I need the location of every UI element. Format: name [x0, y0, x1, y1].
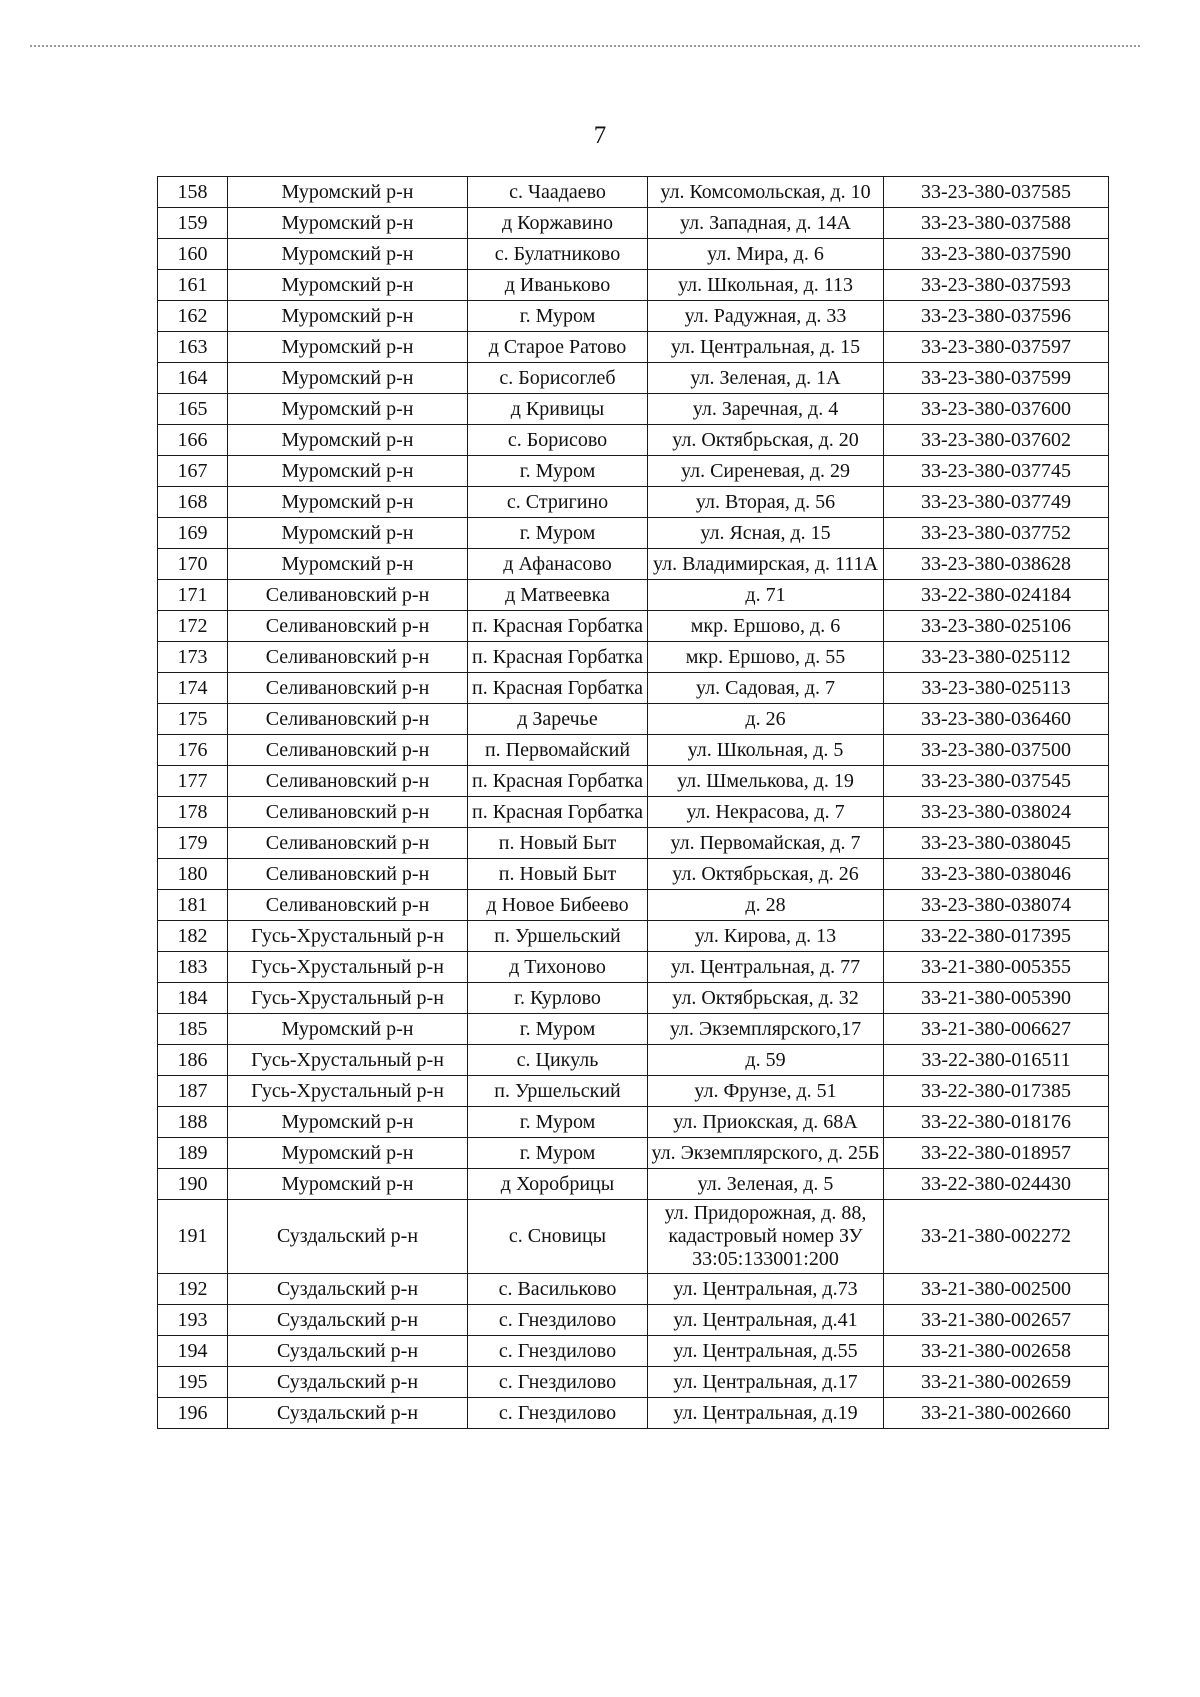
- row-number-cell: 188: [158, 1107, 228, 1138]
- locality-cell: г. Муром: [468, 456, 648, 487]
- row-number-cell: 160: [158, 239, 228, 270]
- table-row: [158, 797, 1109, 828]
- address-cell: ул. Западная, д. 14А: [648, 208, 884, 239]
- scan-artifact-line: [30, 45, 1140, 47]
- address-cell: д. 59: [648, 1045, 884, 1076]
- address-cell: ул. Центральная, д.17: [648, 1367, 884, 1398]
- district-cell: Муромский р-н: [228, 332, 468, 363]
- record-id-cell: 33-22-380-018176: [884, 1107, 1109, 1138]
- district-cell: Селивановский р-н: [228, 673, 468, 704]
- row-number-cell: 159: [158, 208, 228, 239]
- table-row: [158, 642, 1109, 673]
- row-number-cell: 173: [158, 642, 228, 673]
- record-id-cell: 33-22-380-024430: [884, 1169, 1109, 1200]
- locality-cell: п. Красная Горбатка: [468, 611, 648, 642]
- row-number-cell: 194: [158, 1336, 228, 1367]
- record-id-cell: 33-22-380-024184: [884, 580, 1109, 611]
- district-cell: Селивановский р-н: [228, 766, 468, 797]
- row-number-cell: 163: [158, 332, 228, 363]
- record-id-cell: 33-23-380-025112: [884, 642, 1109, 673]
- table-row: [158, 487, 1109, 518]
- locality-cell: п. Красная Горбатка: [468, 642, 648, 673]
- district-cell: Муромский р-н: [228, 487, 468, 518]
- locality-cell: с. Гнездилово: [468, 1398, 648, 1429]
- row-number-cell: 195: [158, 1367, 228, 1398]
- district-cell: Муромский р-н: [228, 518, 468, 549]
- record-id-cell: 33-21-380-002660: [884, 1398, 1109, 1429]
- table-row: [158, 1367, 1109, 1398]
- row-number-cell: 184: [158, 983, 228, 1014]
- records-table-body: [158, 177, 1109, 1429]
- record-id-cell: 33-23-380-025106: [884, 611, 1109, 642]
- district-cell: Муромский р-н: [228, 301, 468, 332]
- row-number-cell: 178: [158, 797, 228, 828]
- locality-cell: д Новое Бибеево: [468, 890, 648, 921]
- table-row: [158, 1014, 1109, 1045]
- locality-cell: п. Уршельский: [468, 921, 648, 952]
- table-row: [158, 766, 1109, 797]
- locality-cell: п. Красная Горбатка: [468, 766, 648, 797]
- table-row: [158, 1398, 1109, 1429]
- table-row: [158, 208, 1109, 239]
- locality-cell: с. Гнездилово: [468, 1367, 648, 1398]
- record-id-cell: 33-21-380-005355: [884, 952, 1109, 983]
- table-row: [158, 1169, 1109, 1200]
- record-id-cell: 33-23-380-037599: [884, 363, 1109, 394]
- locality-cell: с. Борисоглеб: [468, 363, 648, 394]
- table-row: [158, 580, 1109, 611]
- locality-cell: д Афанасово: [468, 549, 648, 580]
- address-cell: ул. Экземплярского,17: [648, 1014, 884, 1045]
- address-cell: ул. Заречная, д. 4: [648, 394, 884, 425]
- record-id-cell: 33-23-380-025113: [884, 673, 1109, 704]
- record-id-cell: 33-23-380-038045: [884, 828, 1109, 859]
- address-cell: ул. Мира, д. 6: [648, 239, 884, 270]
- locality-cell: д Кривицы: [468, 394, 648, 425]
- record-id-cell: 33-21-380-002272: [884, 1200, 1109, 1274]
- district-cell: Муромский р-н: [228, 270, 468, 301]
- district-cell: Селивановский р-н: [228, 580, 468, 611]
- row-number-cell: 189: [158, 1138, 228, 1169]
- district-cell: Суздальский р-н: [228, 1398, 468, 1429]
- address-cell: ул. Кирова, д. 13: [648, 921, 884, 952]
- record-id-cell: 33-23-380-037597: [884, 332, 1109, 363]
- locality-cell: д Заречье: [468, 704, 648, 735]
- row-number-cell: 171: [158, 580, 228, 611]
- locality-cell: г. Муром: [468, 1014, 648, 1045]
- record-id-cell: 33-23-380-036460: [884, 704, 1109, 735]
- district-cell: Муромский р-н: [228, 1014, 468, 1045]
- locality-cell: г. Муром: [468, 518, 648, 549]
- table-row: [158, 1138, 1109, 1169]
- address-cell: ул. Школьная, д. 113: [648, 270, 884, 301]
- address-cell: ул. Центральная, д. 15: [648, 332, 884, 363]
- row-number-cell: 182: [158, 921, 228, 952]
- row-number-cell: 170: [158, 549, 228, 580]
- record-id-cell: 33-22-380-018957: [884, 1138, 1109, 1169]
- table-row: [158, 270, 1109, 301]
- address-cell: ул. Придорожная, д. 88, кадастровый номер ЗУ 33:05:133001:200: [648, 1200, 884, 1274]
- district-cell: Муромский р-н: [228, 177, 468, 208]
- record-id-cell: 33-23-380-038074: [884, 890, 1109, 921]
- record-id-cell: 33-22-380-017385: [884, 1076, 1109, 1107]
- district-cell: Гусь-Хрустальный р-н: [228, 921, 468, 952]
- row-number-cell: 167: [158, 456, 228, 487]
- district-cell: Муромский р-н: [228, 1138, 468, 1169]
- table-row: [158, 1305, 1109, 1336]
- table-row: [158, 859, 1109, 890]
- address-cell: ул. Октябрьская, д. 20: [648, 425, 884, 456]
- row-number-cell: 183: [158, 952, 228, 983]
- row-number-cell: 174: [158, 673, 228, 704]
- row-number-cell: 162: [158, 301, 228, 332]
- table-row: [158, 177, 1109, 208]
- row-number-cell: 192: [158, 1274, 228, 1305]
- district-cell: Муромский р-н: [228, 549, 468, 580]
- address-cell: ул. Зеленая, д. 1А: [648, 363, 884, 394]
- district-cell: Суздальский р-н: [228, 1274, 468, 1305]
- row-number-cell: 186: [158, 1045, 228, 1076]
- district-cell: Селивановский р-н: [228, 735, 468, 766]
- table-row: [158, 301, 1109, 332]
- locality-cell: с. Васильково: [468, 1274, 648, 1305]
- locality-cell: д Иваньково: [468, 270, 648, 301]
- record-id-cell: 33-23-380-037602: [884, 425, 1109, 456]
- locality-cell: п. Новый Быт: [468, 828, 648, 859]
- district-cell: Муромский р-н: [228, 363, 468, 394]
- address-cell: д. 28: [648, 890, 884, 921]
- district-cell: Селивановский р-н: [228, 859, 468, 890]
- record-id-cell: 33-21-380-002658: [884, 1336, 1109, 1367]
- locality-cell: с. Борисово: [468, 425, 648, 456]
- address-cell: ул. Владимирская, д. 111А: [648, 549, 884, 580]
- address-cell: ул. Центральная, д. 77: [648, 952, 884, 983]
- locality-cell: с. Сновицы: [468, 1200, 648, 1274]
- row-number-cell: 161: [158, 270, 228, 301]
- record-id-cell: 33-22-380-017395: [884, 921, 1109, 952]
- row-number-cell: 191: [158, 1200, 228, 1274]
- locality-cell: с. Гнездилово: [468, 1305, 648, 1336]
- table-row: [158, 394, 1109, 425]
- table-row: [158, 518, 1109, 549]
- table-row: [158, 549, 1109, 580]
- district-cell: Суздальский р-н: [228, 1336, 468, 1367]
- address-cell: мкр. Ершово, д. 55: [648, 642, 884, 673]
- page-number: 7: [593, 122, 607, 149]
- row-number-cell: 172: [158, 611, 228, 642]
- locality-cell: п. Новый Быт: [468, 859, 648, 890]
- record-id-cell: 33-23-380-038628: [884, 549, 1109, 580]
- district-cell: Муромский р-н: [228, 456, 468, 487]
- table-row: [158, 828, 1109, 859]
- record-id-cell: 33-23-380-037585: [884, 177, 1109, 208]
- table-row: [158, 425, 1109, 456]
- table-row: [158, 673, 1109, 704]
- row-number-cell: 176: [158, 735, 228, 766]
- record-id-cell: 33-23-380-037590: [884, 239, 1109, 270]
- locality-cell: г. Курлово: [468, 983, 648, 1014]
- row-number-cell: 158: [158, 177, 228, 208]
- record-id-cell: 33-23-380-037745: [884, 456, 1109, 487]
- locality-cell: с. Стригино: [468, 487, 648, 518]
- locality-cell: д Тихоново: [468, 952, 648, 983]
- locality-cell: г. Муром: [468, 1107, 648, 1138]
- district-cell: Муромский р-н: [228, 1169, 468, 1200]
- district-cell: Суздальский р-н: [228, 1200, 468, 1274]
- record-id-cell: 33-23-380-037588: [884, 208, 1109, 239]
- district-cell: Гусь-Хрустальный р-н: [228, 983, 468, 1014]
- address-cell: ул. Ясная, д. 15: [648, 518, 884, 549]
- row-number-cell: 179: [158, 828, 228, 859]
- address-cell: ул. Приокская, д. 68А: [648, 1107, 884, 1138]
- district-cell: Муромский р-н: [228, 394, 468, 425]
- address-cell: ул. Октябрьская, д. 26: [648, 859, 884, 890]
- row-number-cell: 180: [158, 859, 228, 890]
- row-number-cell: 169: [158, 518, 228, 549]
- district-cell: Селивановский р-н: [228, 611, 468, 642]
- address-cell: ул. Центральная, д.73: [648, 1274, 884, 1305]
- locality-cell: д Старое Ратово: [468, 332, 648, 363]
- district-cell: Муромский р-н: [228, 1107, 468, 1138]
- address-cell: ул. Садовая, д. 7: [648, 673, 884, 704]
- table-row: [158, 363, 1109, 394]
- table-row: [158, 952, 1109, 983]
- district-cell: Селивановский р-н: [228, 642, 468, 673]
- row-number-cell: 196: [158, 1398, 228, 1429]
- record-id-cell: 33-21-380-002500: [884, 1274, 1109, 1305]
- record-id-cell: 33-23-380-038024: [884, 797, 1109, 828]
- locality-cell: п. Красная Горбатка: [468, 673, 648, 704]
- record-id-cell: 33-23-380-037593: [884, 270, 1109, 301]
- address-cell: д. 26: [648, 704, 884, 735]
- row-number-cell: 187: [158, 1076, 228, 1107]
- address-cell: ул. Некрасова, д. 7: [648, 797, 884, 828]
- table-row: [158, 239, 1109, 270]
- table-row: [158, 1107, 1109, 1138]
- row-number-cell: 193: [158, 1305, 228, 1336]
- table-row: [158, 735, 1109, 766]
- table-row: [158, 890, 1109, 921]
- address-cell: ул. Центральная, д.55: [648, 1336, 884, 1367]
- district-cell: Суздальский р-н: [228, 1305, 468, 1336]
- table-row: [158, 611, 1109, 642]
- record-id-cell: 33-21-380-006627: [884, 1014, 1109, 1045]
- district-cell: Суздальский р-н: [228, 1367, 468, 1398]
- address-cell: д. 71: [648, 580, 884, 611]
- address-cell: ул. Комсомольская, д. 10: [648, 177, 884, 208]
- row-number-cell: 166: [158, 425, 228, 456]
- row-number-cell: 185: [158, 1014, 228, 1045]
- address-cell: ул. Фрунзе, д. 51: [648, 1076, 884, 1107]
- table-row: [158, 921, 1109, 952]
- record-id-cell: 33-22-380-016511: [884, 1045, 1109, 1076]
- address-cell: ул. Центральная, д.41: [648, 1305, 884, 1336]
- record-id-cell: 33-23-380-038046: [884, 859, 1109, 890]
- locality-cell: г. Муром: [468, 1138, 648, 1169]
- address-cell: ул. Экземплярского, д. 25Б: [648, 1138, 884, 1169]
- address-cell: ул. Сиреневая, д. 29: [648, 456, 884, 487]
- record-id-cell: 33-23-380-037500: [884, 735, 1109, 766]
- district-cell: Селивановский р-н: [228, 828, 468, 859]
- address-cell: ул. Радужная, д. 33: [648, 301, 884, 332]
- table-row: [158, 1336, 1109, 1367]
- district-cell: Муромский р-н: [228, 239, 468, 270]
- table-row: [158, 983, 1109, 1014]
- locality-cell: д Коржавино: [468, 208, 648, 239]
- record-id-cell: 33-23-380-037596: [884, 301, 1109, 332]
- locality-cell: г. Муром: [468, 301, 648, 332]
- row-number-cell: 177: [158, 766, 228, 797]
- district-cell: Муромский р-н: [228, 208, 468, 239]
- locality-cell: д Хоробрицы: [468, 1169, 648, 1200]
- row-number-cell: 165: [158, 394, 228, 425]
- record-id-cell: 33-23-380-037752: [884, 518, 1109, 549]
- table-row: [158, 1076, 1109, 1107]
- address-cell: ул. Зеленая, д. 5: [648, 1169, 884, 1200]
- record-id-cell: 33-21-380-002657: [884, 1305, 1109, 1336]
- table-row: [158, 332, 1109, 363]
- address-cell: ул. Шмелькова, д. 19: [648, 766, 884, 797]
- row-number-cell: 181: [158, 890, 228, 921]
- table-row: [158, 704, 1109, 735]
- record-id-cell: 33-21-380-005390: [884, 983, 1109, 1014]
- record-id-cell: 33-23-380-037545: [884, 766, 1109, 797]
- district-cell: Селивановский р-н: [228, 704, 468, 735]
- table-row: [158, 1200, 1109, 1274]
- row-number-cell: 168: [158, 487, 228, 518]
- records-table: [157, 176, 1109, 1429]
- address-cell: ул. Школьная, д. 5: [648, 735, 884, 766]
- record-id-cell: 33-21-380-002659: [884, 1367, 1109, 1398]
- row-number-cell: 164: [158, 363, 228, 394]
- table-row: [158, 1045, 1109, 1076]
- address-cell: ул. Центральная, д.19: [648, 1398, 884, 1429]
- address-cell: ул. Первомайская, д. 7: [648, 828, 884, 859]
- locality-cell: п. Первомайский: [468, 735, 648, 766]
- table-row: [158, 456, 1109, 487]
- address-cell: мкр. Ершово, д. 6: [648, 611, 884, 642]
- locality-cell: п. Уршельский: [468, 1076, 648, 1107]
- district-cell: Селивановский р-н: [228, 797, 468, 828]
- address-cell: ул. Октябрьская, д. 32: [648, 983, 884, 1014]
- locality-cell: с. Булатниково: [468, 239, 648, 270]
- address-cell: ул. Вторая, д. 56: [648, 487, 884, 518]
- record-id-cell: 33-23-380-037600: [884, 394, 1109, 425]
- locality-cell: с. Гнездилово: [468, 1336, 648, 1367]
- district-cell: Муромский р-н: [228, 425, 468, 456]
- row-number-cell: 175: [158, 704, 228, 735]
- district-cell: Гусь-Хрустальный р-н: [228, 1076, 468, 1107]
- locality-cell: с. Цикуль: [468, 1045, 648, 1076]
- district-cell: Гусь-Хрустальный р-н: [228, 1045, 468, 1076]
- row-number-cell: 190: [158, 1169, 228, 1200]
- locality-cell: п. Красная Горбатка: [468, 797, 648, 828]
- locality-cell: с. Чаадаево: [468, 177, 648, 208]
- district-cell: Гусь-Хрустальный р-н: [228, 952, 468, 983]
- record-id-cell: 33-23-380-037749: [884, 487, 1109, 518]
- district-cell: Селивановский р-н: [228, 890, 468, 921]
- table-row: [158, 1274, 1109, 1305]
- locality-cell: д Матвеевка: [468, 580, 648, 611]
